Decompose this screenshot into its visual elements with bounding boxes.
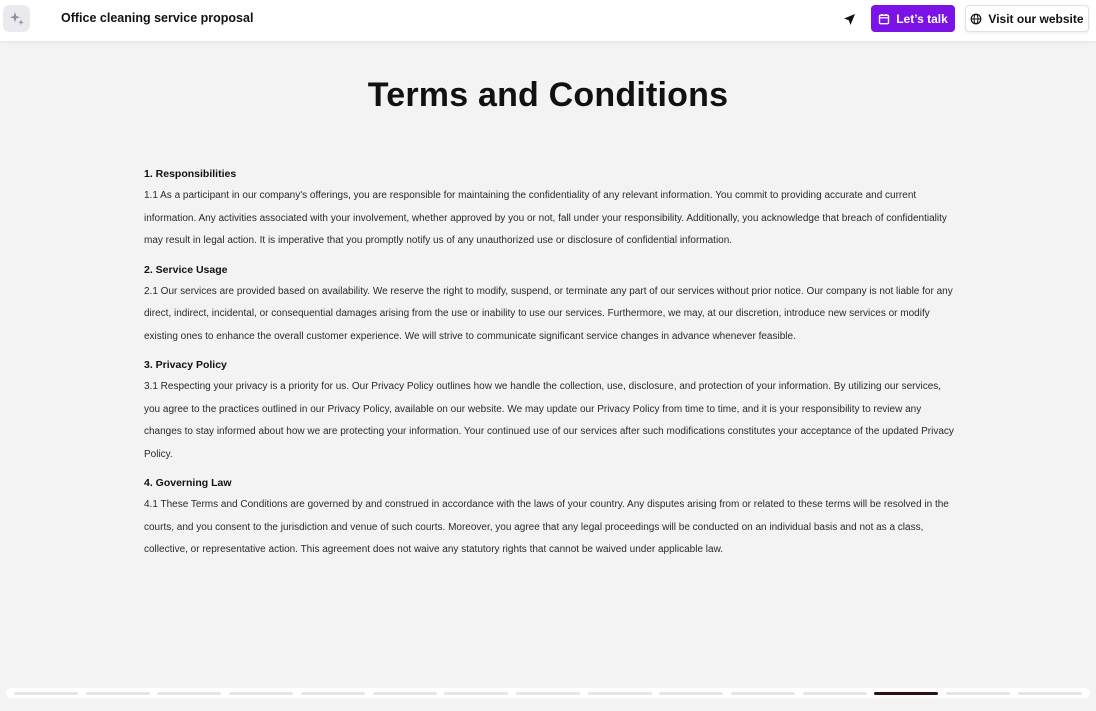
page-title: Terms and Conditions — [367, 76, 729, 114]
progress-segment-2[interactable] — [86, 692, 150, 695]
progress-segment-8[interactable] — [516, 692, 580, 695]
progress-segment-15[interactable] — [1018, 692, 1082, 695]
section-body: 1.1 As a participant in our company's offerings, you are responsible for maintaining the confidentiality of any relevant information. You commit to providing accurate and current information. Any activities associated with your involvement, whether approved by you or not, fall under your responsibility. Additionally, you acknowledge that breach of confidentiality may result in legal action. It is imperative that you promptly notify us of any unauthorized use or disclosure of confidential information. — [144, 190, 947, 246]
progress-segment-7[interactable] — [444, 692, 508, 695]
progress-segment-9[interactable] — [588, 692, 652, 695]
sparkle-icon[interactable] — [3, 5, 30, 32]
section-privacy-policy — [144, 357, 954, 466]
section-body: 2.1 Our services are provided based on availability. We reserve the right to modify, suspend, or terminate any part of our services without prior notice. Our company is not liable for any direct, indirect, incidental, or consequential damages arising from the use or inability to use our services. Furthermore, we may, at our discretion, introduce new services or modify existing ones to enhance the overall customer experience. We will strive to communicate significant service changes in advance whenever feasible. — [144, 285, 953, 342]
section-heading: 1. Responsibilities — [144, 168, 237, 180]
lets-talk-label: Let’s talk — [896, 11, 948, 26]
progress-segment-12[interactable] — [803, 692, 867, 695]
send-arrow-icon[interactable] — [838, 8, 860, 30]
document-title: Office cleaning service proposal — [61, 11, 254, 25]
lets-talk-button[interactable] — [871, 5, 955, 32]
calendar-icon — [878, 13, 890, 25]
section-governing-law — [144, 475, 954, 562]
visit-website-button[interactable] — [965, 5, 1089, 32]
section-responsibilities — [144, 166, 954, 253]
progress-segment-1[interactable] — [14, 692, 78, 695]
top-bar — [0, 0, 1096, 41]
visit-website-label: Visit our website — [988, 11, 1084, 26]
section-body: 3.1 Respecting your privacy is a priority for us. Our Privacy Policy outlines how we handle the collection, use, disclosure, and protection of your information. By utilizing our services, you agree to the practices outlined in our Privacy Policy, available on our website. We may update our Privacy Policy from time to time, and it is your responsibility to review any changes to stay informed about how we are protecting your information. Your continued use of our services after such modifications constitutes your acceptance of the updated Privacy Policy. — [144, 381, 954, 460]
page-progress-bar — [6, 688, 1090, 698]
progress-segment-10[interactable] — [659, 692, 723, 695]
section-heading: 2. Service Usage — [144, 263, 228, 276]
progress-segment-5[interactable] — [301, 692, 365, 695]
progress-segment-14[interactable] — [946, 692, 1010, 695]
progress-segment-4[interactable] — [229, 692, 293, 695]
section-body: 4.1 These Terms and Conditions are governed by and construed in accordance with the laws of your country. Any disputes arising from or related to these terms will be resolved in the courts, and you consent to the jurisdiction and venue of such courts. Moreover, you agree that any legal proceedings will be conducted on an individual basis and not as a class, collective, or representative action. This agreement does not waive any statutory rights that cannot be waived under applicable law. — [144, 499, 949, 555]
section-heading: 4. Governing Law — [144, 477, 232, 489]
section-service-usage — [144, 262, 954, 349]
globe-icon — [970, 13, 982, 25]
terms-content — [144, 166, 954, 571]
progress-segment-6[interactable] — [373, 692, 437, 695]
progress-segment-3[interactable] — [157, 692, 221, 695]
progress-segment-13[interactable] — [874, 692, 938, 695]
progress-segment-11[interactable] — [731, 692, 795, 695]
section-heading: 3. Privacy Policy — [144, 359, 227, 371]
